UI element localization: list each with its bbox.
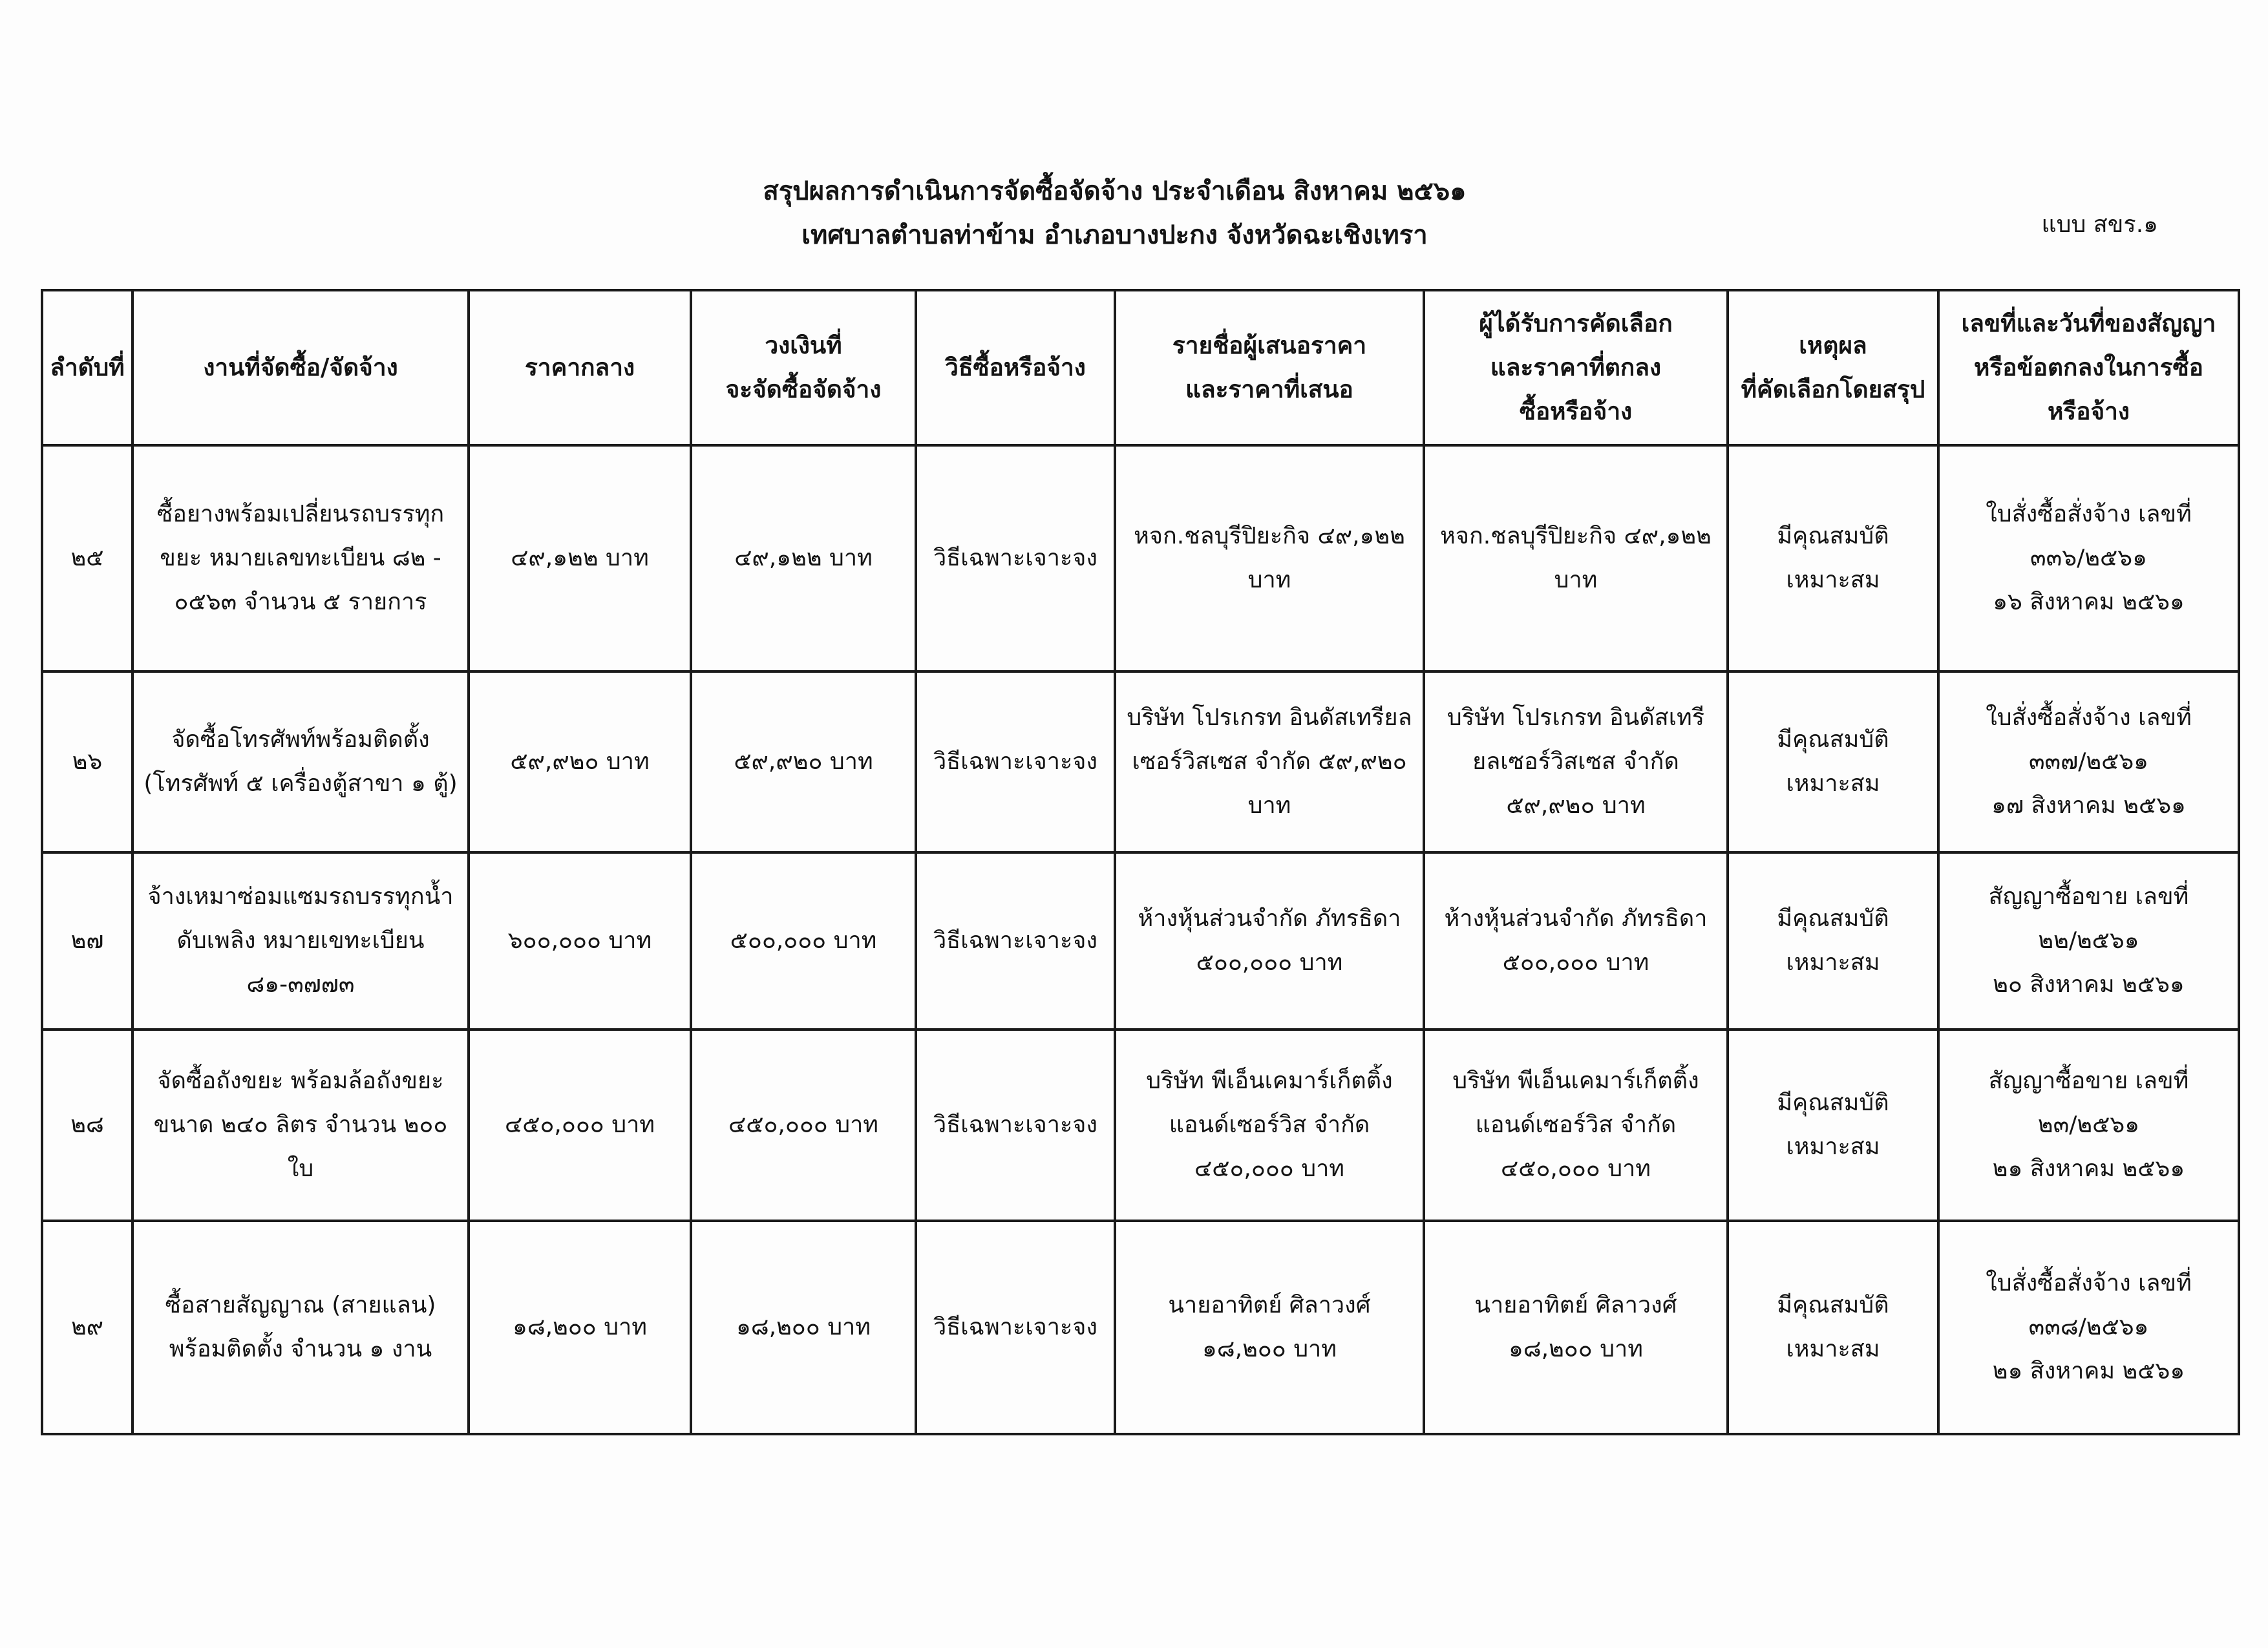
cell-no: ๒๖ [42,671,132,852]
cell-reason: มีคุณสมบัติ เหมาะสม [1728,445,1938,671]
cell-no: ๒๘ [42,1030,132,1221]
col-header-median-price: ราคากลาง [469,290,691,445]
cell-bidders: ห้างหุ้นส่วนจำกัด ภัทรธิดา ๕๐๐,๐๐๐ บาท [1115,852,1424,1030]
table-row [42,1221,2239,1434]
cell-method: วิธีเฉพาะเจาะจง [916,1221,1115,1434]
cell-selected: ห้างหุ้นส่วนจำกัด ภัทรธิดา ๕๐๐,๐๐๐ บาท [1424,852,1728,1030]
procurement-table [41,289,2240,1435]
cell-item: ซื้อสายสัญญาณ (สายแลน) พร้อมติดตั้ง จำนวน ๑ งาน [132,1221,469,1434]
document-title: สรุปผลการดำเนินการจัดซื้อจัดจ้าง ประจำเดือน สิงหาคม ๒๕๖๑ [763,176,1467,206]
col-header-reason: เหตุผล ที่คัดเลือกโดยสรุป [1728,290,1938,445]
col-header-method: วิธีซื้อหรือจ้าง [916,290,1115,445]
document-header [0,169,2268,257]
form-code: แบบ สขร.๑ [2041,211,2158,238]
cell-budget: ๕๐๐,๐๐๐ บาท [691,852,916,1030]
cell-median-price: ๕๙,๙๒๐ บาท [469,671,691,852]
cell-contract: สัญญาซื้อขาย เลขที่ ๒๓/๒๕๖๑ ๒๑ สิงหาคม ๒๕๖๑ [1938,1030,2239,1221]
table-row [42,1030,2239,1221]
cell-method: วิธีเฉพาะเจาะจง [916,671,1115,852]
cell-selected: นายอาทิตย์ ศิลาวงศ์ ๑๘,๒๐๐ บาท [1424,1221,1728,1434]
cell-reason: มีคุณสมบัติ เหมาะสม [1728,671,1938,852]
cell-contract: ใบสั่งซื้อสั่งจ้าง เลขที่ ๓๓๘/๒๕๖๑ ๒๑ สิงหาคม ๒๕๖๑ [1938,1221,2239,1434]
cell-no: ๒๕ [42,445,132,671]
cell-no: ๒๗ [42,852,132,1030]
cell-budget: ๑๘,๒๐๐ บาท [691,1221,916,1434]
cell-reason: มีคุณสมบัติ เหมาะสม [1728,852,1938,1030]
cell-selected: บริษัท โปรเกรท อินดัสเทรี ยลเซอร์วิสเซส จำกัด ๕๙,๙๒๐ บาท [1424,671,1728,852]
cell-contract: ใบสั่งซื้อสั่งจ้าง เลขที่ ๓๓๗/๒๕๖๑ ๑๗ สิงหาคม ๒๕๖๑ [1938,671,2239,852]
cell-no: ๒๙ [42,1221,132,1434]
col-header-contract: เลขที่และวันที่ของสัญญา หรือข้อตกลงในการซื้อ หรือจ้าง [1938,290,2239,445]
col-header-item: งานที่จัดซื้อ/จัดจ้าง [132,290,469,445]
cell-budget: ๕๙,๙๒๐ บาท [691,671,916,852]
cell-item: จัดซื้อโทรศัพท์พร้อมติดตั้ง (โทรศัพท์ ๕ เครื่องตู้สาขา ๑ ตู้) [132,671,469,852]
cell-bidders: หจก.ชลบุรีปิยะกิจ ๔๙,๑๒๒ บาท [1115,445,1424,671]
document-subtitle: เทศบาลตำบลท่าข้าม อำเภอบางปะกง จังหวัดฉะเชิงเทรา [801,220,1428,250]
table-row [42,671,2239,852]
cell-budget: ๔๕๐,๐๐๐ บาท [691,1030,916,1221]
col-header-selected: ผู้ได้รับการคัดเลือก และราคาที่ตกลง ซื้อหรือจ้าง [1424,290,1728,445]
cell-method: วิธีเฉพาะเจาะจง [916,852,1115,1030]
cell-selected: บริษัท พีเอ็นเคมาร์เก็ตติ้ง แอนด์เซอร์วิส จำกัด ๔๕๐,๐๐๐ บาท [1424,1030,1728,1221]
cell-item: จัดซื้อถังขยะ พร้อมล้อถังขยะ ขนาด ๒๔๐ ลิตร จำนวน ๒๐๐ ใบ [132,1030,469,1221]
cell-method: วิธีเฉพาะเจาะจง [916,445,1115,671]
cell-budget: ๔๙,๑๒๒ บาท [691,445,916,671]
cell-median-price: ๖๐๐,๐๐๐ บาท [469,852,691,1030]
cell-item: ซื้อยางพร้อมเปลี่ยนรถบรรทุก ขยะ หมายเลขทะเบียน ๘๒ - ๐๕๖๓ จำนวน ๕ รายการ [132,445,469,671]
cell-contract: สัญญาซื้อขาย เลขที่ ๒๒/๒๕๖๑ ๒๐ สิงหาคม ๒๕๖๑ [1938,852,2239,1030]
cell-reason: มีคุณสมบัติ เหมาะสม [1728,1221,1938,1434]
col-header-budget: วงเงินที่ จะจัดซื้อจัดจ้าง [691,290,916,445]
col-header-bidders: รายชื่อผู้เสนอราคา และราคาที่เสนอ [1115,290,1424,445]
table-header-row [42,290,2239,445]
cell-item: จ้างเหมาซ่อมแซมรถบรรทุกน้ำ ดับเพลิง หมายเขทะเบียน ๘๑-๓๗๗๓ [132,852,469,1030]
cell-method: วิธีเฉพาะเจาะจง [916,1030,1115,1221]
cell-selected: หจก.ชลบุรีปิยะกิจ ๔๙,๑๒๒ บาท [1424,445,1728,671]
table-row [42,445,2239,671]
cell-median-price: ๔๕๐,๐๐๐ บาท [469,1030,691,1221]
cell-bidders: บริษัท โปรเกรท อินดัสเทรียล เซอร์วิสเซส จำกัด ๕๙,๙๒๐ บาท [1115,671,1424,852]
cell-median-price: ๑๘,๒๐๐ บาท [469,1221,691,1434]
cell-median-price: ๔๙,๑๒๒ บาท [469,445,691,671]
cell-reason: มีคุณสมบัติ เหมาะสม [1728,1030,1938,1221]
cell-bidders: บริษัท พีเอ็นเคมาร์เก็ตติ้ง แอนด์เซอร์วิส จำกัด ๔๕๐,๐๐๐ บาท [1115,1030,1424,1221]
col-header-no: ลำดับที่ [42,290,132,445]
cell-bidders: นายอาทิตย์ ศิลาวงศ์ ๑๘,๒๐๐ บาท [1115,1221,1424,1434]
table-row [42,852,2239,1030]
cell-contract: ใบสั่งซื้อสั่งจ้าง เลขที่ ๓๓๖/๒๕๖๑ ๑๖ สิงหาคม ๒๕๖๑ [1938,445,2239,671]
